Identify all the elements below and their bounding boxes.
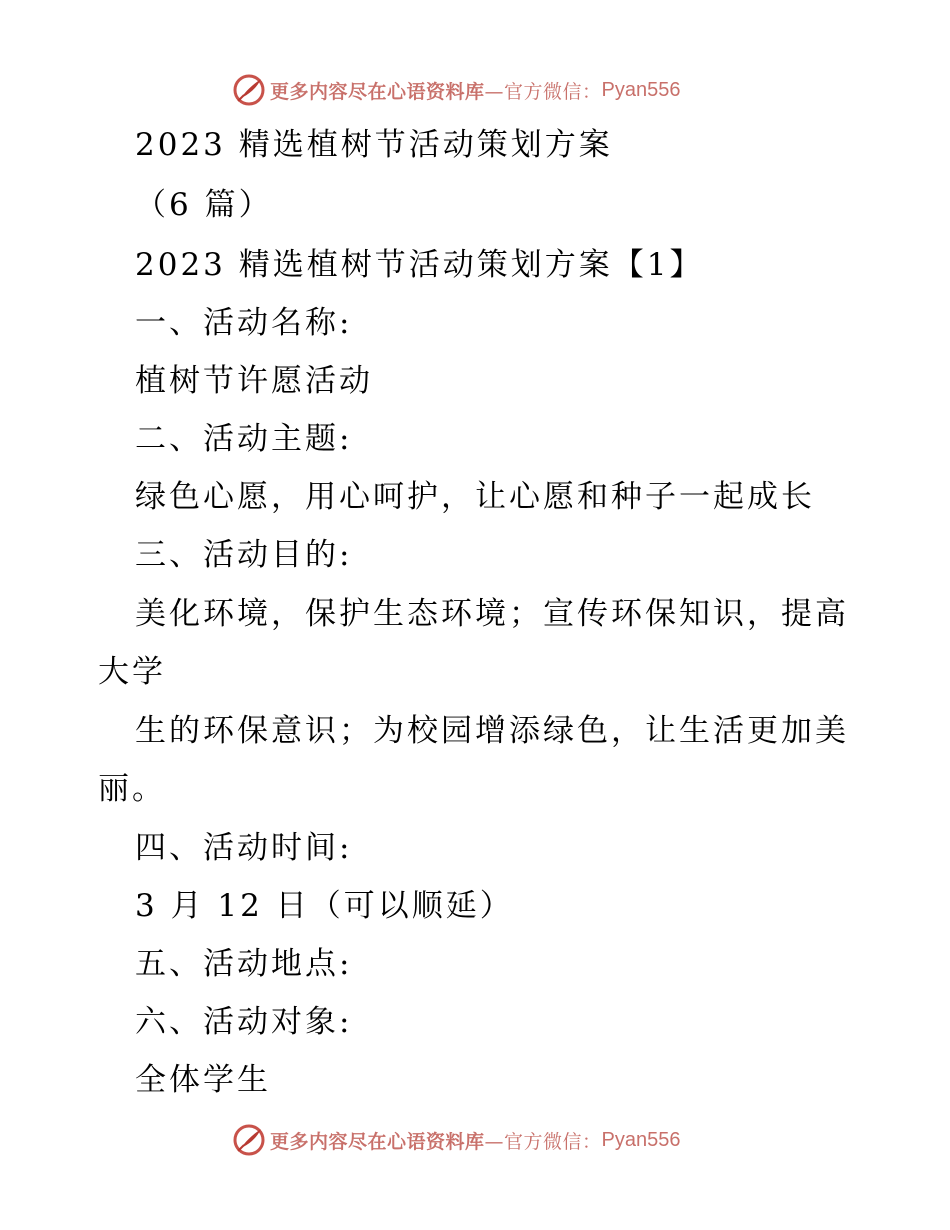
footer-watermark bbox=[232, 1122, 681, 1158]
heading-activity-theme: 二、活动主题: bbox=[135, 421, 353, 457]
quill-logo-icon bbox=[232, 73, 266, 107]
watermark-main-text: 更多内容尽在心语资料库 bbox=[270, 80, 485, 103]
watermark-wechat-id: Pyan556 bbox=[601, 1128, 681, 1151]
doc-title-count: （6 篇） bbox=[135, 187, 273, 223]
watermark-sub-text: —官方微信： bbox=[484, 80, 602, 103]
watermark-wechat-id: Pyan556 bbox=[601, 78, 681, 101]
heading-activity-audience: 六、活动对象: bbox=[135, 1004, 353, 1040]
paragraph-purpose-line-3: 生的环保意识；为校园增添绿色，让生活更加美 bbox=[135, 713, 849, 749]
paragraph-activity-time: 3 月 12 日（可以顺延） bbox=[135, 888, 514, 924]
section-title-1: 2023 精选植树节活动策划方案【1】 bbox=[135, 247, 704, 283]
paragraph-purpose-line-1: 美化环境，保护生态环境；宣传环保知识，提高 bbox=[135, 596, 849, 632]
heading-activity-location: 五、活动地点: bbox=[135, 946, 353, 982]
heading-activity-purpose: 三、活动目的: bbox=[135, 537, 353, 573]
paragraph-activity-audience: 全体学生 bbox=[135, 1062, 271, 1098]
heading-activity-time: 四、活动时间: bbox=[135, 830, 353, 866]
quill-logo-icon bbox=[232, 1123, 266, 1157]
heading-activity-name: 一、活动名称: bbox=[135, 305, 353, 341]
doc-title: 2023 精选植树节活动策划方案 bbox=[135, 127, 613, 163]
header-watermark bbox=[232, 72, 681, 108]
paragraph-purpose-line-2: 大学 bbox=[98, 654, 166, 690]
paragraph-activity-name: 植树节许愿活动 bbox=[135, 363, 373, 399]
paragraph-purpose-line-4: 丽。 bbox=[98, 771, 166, 807]
paragraph-activity-theme: 绿色心愿，用心呵护，让心愿和种子一起成长 bbox=[135, 479, 815, 515]
watermark-sub-text: —官方微信： bbox=[484, 1130, 602, 1153]
watermark-main-text: 更多内容尽在心语资料库 bbox=[270, 1130, 485, 1153]
